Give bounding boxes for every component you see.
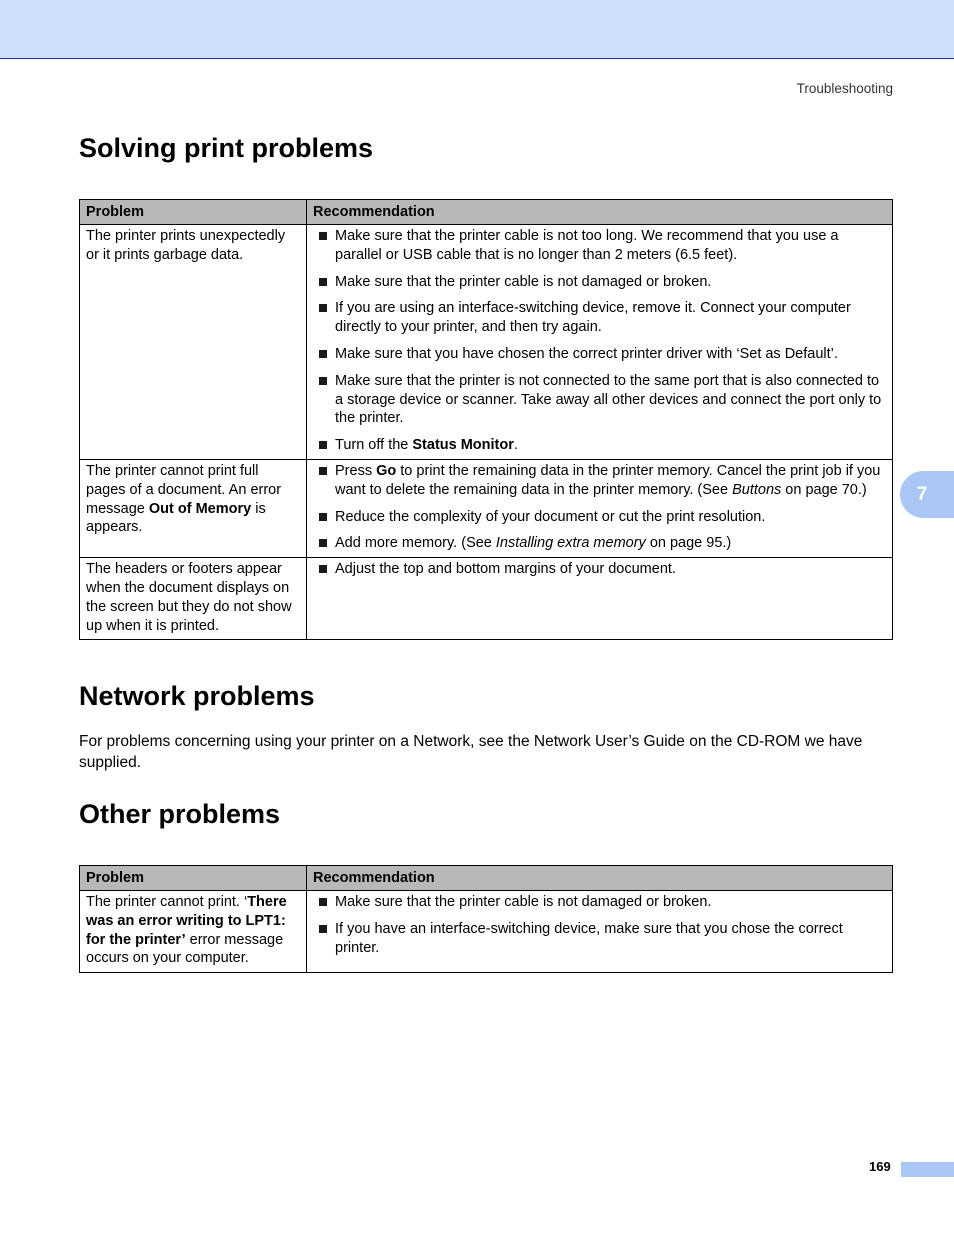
text: on page 95.)	[645, 535, 732, 552]
list-item: Make sure that the printer cable is not too long. We recommend that you use a parallel or USB cable that is no longer than 2 meters (6.5 feet).	[319, 227, 886, 265]
text: .	[513, 437, 518, 454]
go-button-term: Go	[376, 462, 397, 479]
table-row	[80, 225, 893, 460]
text: error message occurs on your computer.	[86, 931, 284, 967]
text: on page 70.)	[781, 481, 867, 498]
header-band	[0, 0, 954, 59]
cross-reference-link[interactable]: Installing extra memory	[495, 535, 646, 552]
network-paragraph: For problems concerning using your printer on a Network, see the Network User’s Guide on the CD-ROM we have supplied.	[79, 733, 863, 771]
recommendation-list	[313, 462, 886, 553]
list-item: Reduce the complexity of your document or cut the print resolution.	[319, 508, 886, 527]
table-header-row	[80, 200, 893, 225]
text: Add more memory. (See	[335, 535, 496, 552]
problem-cell: The headers or footers appear when the document displays on the screen but they do not show up when it is printed.	[80, 558, 307, 640]
column-header-problem: Problem	[80, 200, 307, 225]
list-item: Make sure that you have chosen the correct printer driver with ‘Set as Default’.	[319, 345, 886, 364]
text: The printer cannot print. ‘	[86, 894, 248, 910]
recommendation-list	[313, 893, 886, 957]
list-item: Make sure that the printer cable is not damaged or broken.	[319, 273, 886, 292]
cross-reference-link[interactable]: Buttons	[732, 481, 782, 498]
chapter-tab[interactable]: 7	[900, 471, 954, 518]
problem-cell	[80, 459, 307, 557]
recommendation-cell	[307, 891, 893, 973]
section-title-network-problems: Network problems	[79, 681, 315, 711]
list-item: If you are using an interface-switching device, remove it. Connect your computer directly to your printer, and then try again.	[319, 299, 886, 337]
table-row	[80, 891, 893, 973]
recommendation-list	[313, 560, 886, 579]
error-message-term: There was an error writing to LPT1: for the printer’	[86, 894, 287, 948]
status-monitor-term: Status Monitor	[412, 437, 514, 454]
section-title-other-problems: Other problems	[79, 799, 281, 829]
page-number-bar	[901, 1162, 954, 1177]
list-item	[319, 462, 886, 500]
recommendation-cell	[307, 558, 893, 640]
other-problems-table	[79, 865, 893, 973]
text: The printer cannot print full pages of a document. An error message	[86, 462, 282, 517]
column-header-recommendation: Recommendation	[307, 866, 893, 891]
list-item	[319, 534, 886, 553]
table-header-row	[80, 866, 893, 891]
list-item: If you have an interface-switching device, make sure that you chose the correct printer.	[319, 920, 886, 958]
recommendation-cell	[307, 459, 893, 557]
list-item: Make sure that the printer cable is not damaged or broken.	[319, 893, 886, 912]
recommendation-cell	[307, 225, 893, 460]
page-number: 169	[869, 1159, 891, 1174]
out-of-memory-term: Out of Memory	[148, 500, 252, 517]
recommendation-list	[313, 227, 886, 455]
column-header-recommendation: Recommendation	[307, 200, 893, 225]
table-row	[80, 558, 893, 640]
problem-cell	[80, 891, 307, 973]
list-item	[319, 436, 886, 455]
text: Press	[335, 462, 377, 479]
text: is appears.	[86, 500, 266, 536]
table-row	[80, 459, 893, 557]
running-header: Troubleshooting	[796, 81, 893, 96]
text: to print the remaining data in the printer memory. Cancel the print job if you want to delete the remaining data in the printer memory. (See	[335, 462, 881, 498]
section-title-solving-print-problems: Solving print problems	[79, 133, 374, 163]
column-header-problem: Problem	[80, 866, 307, 891]
list-item: Make sure that the printer is not connected to the same port that is also connected to a storage device or scanner. Take away all other devices and connect the port only to the printer.	[319, 372, 886, 428]
print-problems-table	[79, 199, 893, 640]
list-item: Adjust the top and bottom margins of your document.	[319, 560, 886, 579]
text: Turn off the	[335, 437, 413, 454]
problem-cell: The printer prints unexpectedly or it prints garbage data.	[80, 225, 307, 460]
